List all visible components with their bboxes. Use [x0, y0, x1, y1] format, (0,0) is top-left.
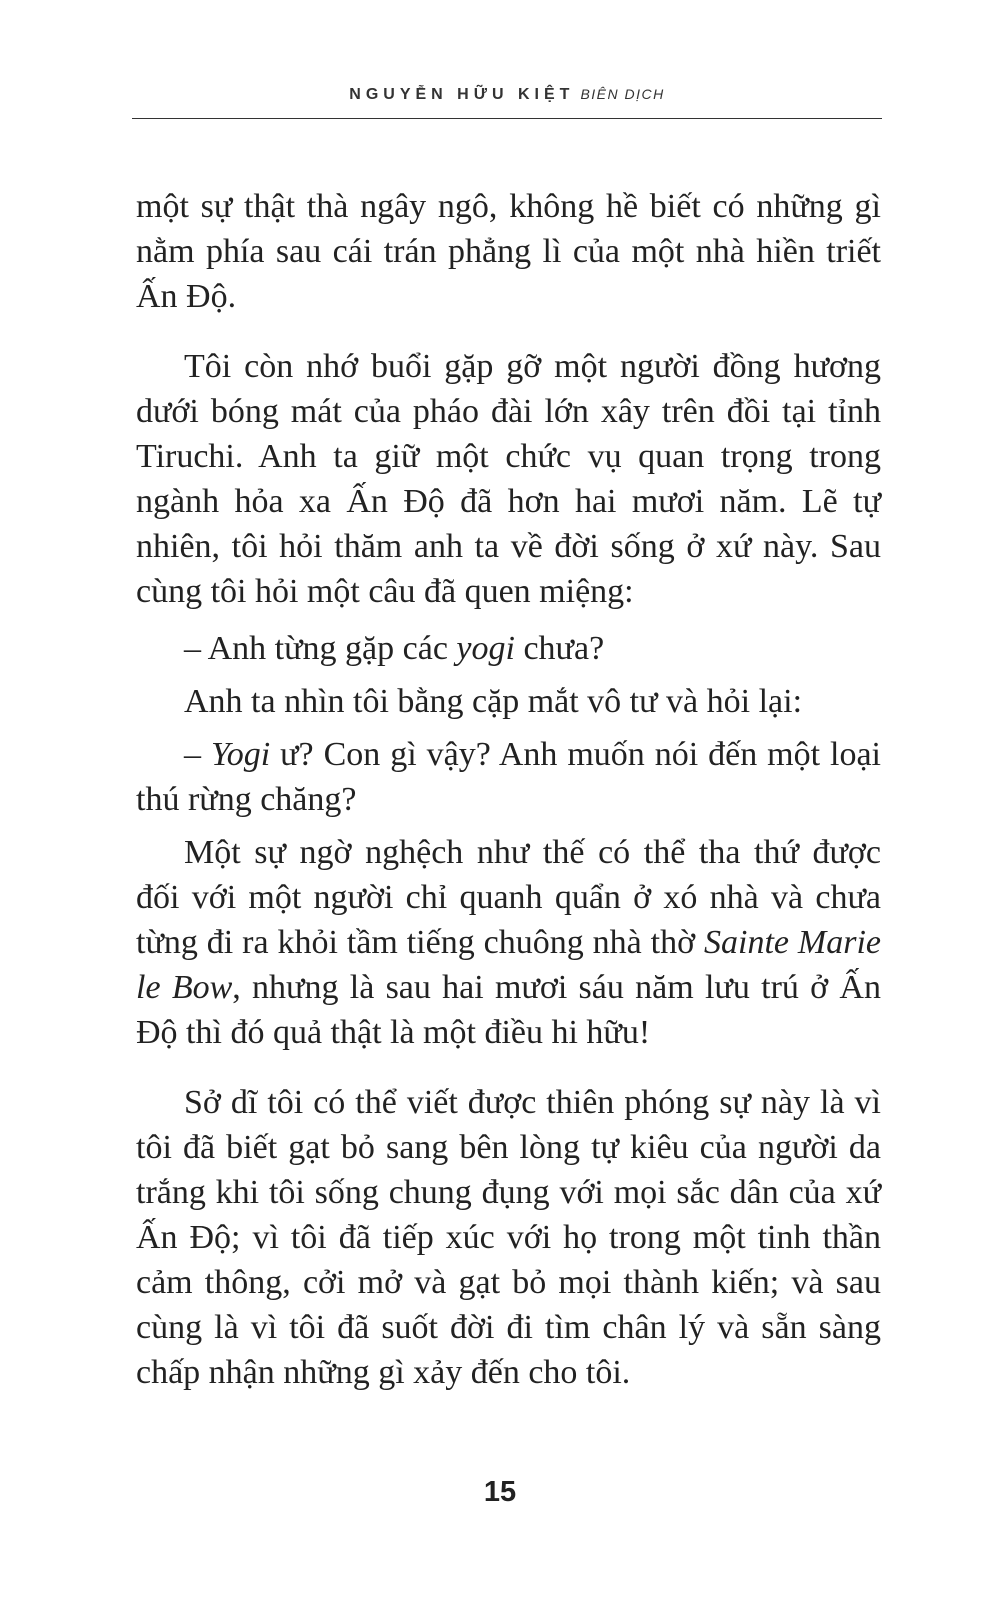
running-header [132, 86, 882, 104]
paragraph-3-italic: yogi [456, 630, 515, 667]
header-rule [132, 118, 882, 119]
paragraph-1: một sự thật thà ngây ngô, không hề biết có những gì nằm phía sau cái trán phẳng lì của một nhà hiền triết Ấn Độ. [136, 188, 881, 315]
paragraph-4: Anh ta nhìn tôi bằng cặp mắt vô tư và hỏi lại: [184, 683, 803, 720]
paragraph-6-text: Một sự ngờ nghệch như thế có thể tha thứ được đối với một người chỉ quanh quẩn ở xó nhà và chưa từng đi ra khỏi tầm tiếng chuông nhà thờ [136, 834, 881, 961]
paragraph-5-italic: Yogi [210, 736, 271, 773]
paragraph-5 [136, 732, 881, 822]
paragraph-6-text-end: , nhưng là sau hai mươi sáu năm lưu trú ở Ấn Độ thì đó quả thật là một điều hi hữu! [136, 969, 881, 1051]
page-number: 15 [483, 1476, 517, 1508]
header-author: NGUYỄN HỮU KIỆT [349, 86, 575, 103]
header-role: BIÊN DỊCH [580, 86, 665, 102]
paragraph-6 [136, 830, 881, 1055]
paragraph-7: Sở dĩ tôi có thể viết được thiên phóng sự này là vì tôi đã biết gạt bỏ sang bên lòng tự kiêu của người da trắng khi tôi sống chung đụng với mọi sắc dân của xứ Ấn Độ; vì tôi đã tiếp xúc với họ trong một tinh thần cảm thông, cởi mở và gạt bỏ mọi thành kiến; và sau cùng là vì tôi đã suốt đời đi tìm chân lý và sẵn sàng chấp nhận những gì xảy đến cho tôi. [136, 1084, 881, 1391]
paragraph-3 [136, 626, 881, 671]
paragraph-3-text-end: chưa? [514, 630, 605, 667]
paragraph-6-italic: Sainte Marie le Bow [136, 924, 881, 1006]
page-body [136, 184, 881, 1395]
paragraph-3-text: – Anh từng gặp các [184, 630, 457, 667]
paragraph-2: Tôi còn nhớ buổi gặp gỡ một người đồng hương dưới bóng mát của pháo đài lớn xây trên đồi tại tỉnh Tiruchi. Anh ta giữ một chức vụ quan trọng trong ngành hỏa xa Ấn Độ đã hơn hai mươi năm. Lẽ tự nhiên, tôi hỏi thăm anh ta về đời sống ở xứ này. Sau cùng tôi hỏi một câu đã quen miệng: [136, 348, 881, 610]
paragraph-5-text: – [184, 736, 211, 773]
paragraph-5-text-end: ư? Con gì vậy? Anh muốn nói đến một loại thú rừng chăng? [136, 736, 881, 818]
